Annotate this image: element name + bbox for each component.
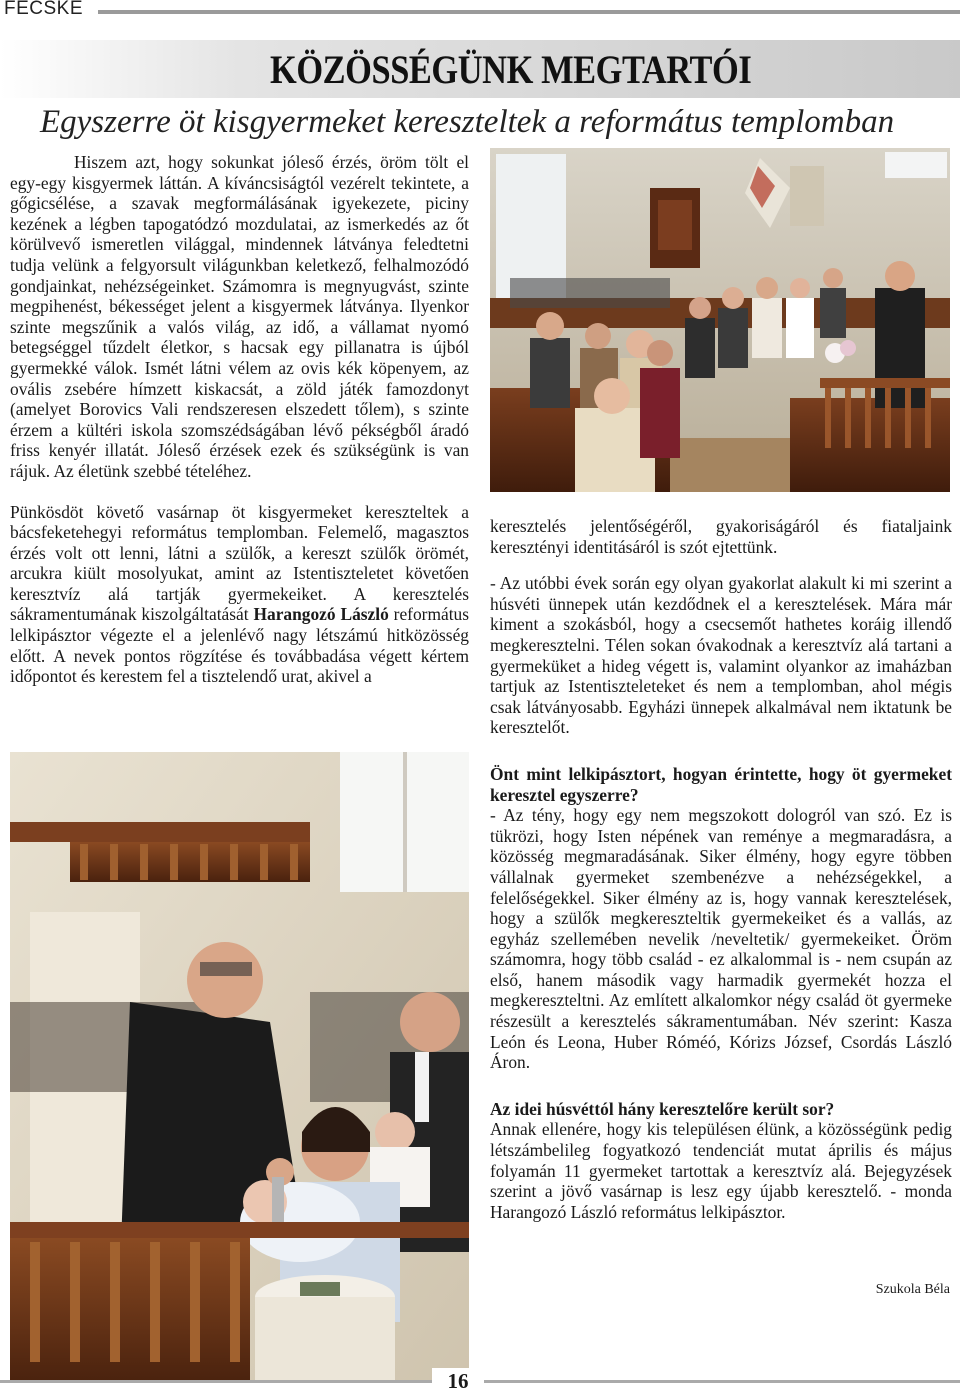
article-subtitle: Egyszerre öt kisgyermeket kereszteltek a református templomban bbox=[40, 104, 895, 140]
event-text-1: Pünkösdöt követő vasárnap öt kisgyermeket kereszteltek a bácsfeketehegyi református templomban. Felemelő, magasztos érzés volt ott lenni, látni a szülők, a kereszt szülők örömét, arcukra kiült mosolyukat, amint az Istentiszteletet követően keresztvíz alá tartják gyermekeiket. A keresztelés sákramentumának kiszolgáltatását bbox=[10, 501, 469, 625]
magazine-name: FECSKE bbox=[4, 0, 84, 19]
byline: Szukola Béla bbox=[875, 1282, 950, 1297]
continuation-paragraph: keresztelés jelentőségéről, gyakoriságáról és fiataljaink keresztényi identitásáról is szót ejtettünk. bbox=[490, 516, 952, 557]
question-3: Az idei húsvéttól hány keresztelőre került sor? bbox=[490, 1098, 835, 1119]
intro-paragraph: Hiszem azt, hogy sokunkat jóleső érzés, öröm tölt el egy-egy kisgyermek láttán. A kíváncsiságtól vezérelt tekintete, a gőgicsélése, a szavak megformálásának igyekezete, piciny kezének a légben tapogatódzó mozdulatai, az ismerkedés az őt körülvevő ismeretlen világgal, mindennek látványa feledtetni tudja velünk a felgyorsult világunkban keletkező, felhalmozódó gondjainkat, nehézségeinket. Számomra is megnyugvást, szinte megpihenést, békességet jelent a kisgyermek látványa. Ilyenkor szinte megszűnik a valós világ, az idő, a vállamat nyomó betegséggel tűzdelt életkor, s hacsak egy pillanatra is újból gyermekké válok. Ismét látni vélem az ovis kék köpenyem, az ovális zsebére hímzett kiskacsát, a zöld játék famozdonyt (amelyet Borovics Vali rendszeresen elszedett tőlem), s szinte érzem a kültéri iskola szomszédságában lévő pékségből áradó friss kenyér illatát. Jóleső érzések ezek és szükségünk is van rájuk. Az életünk szebbé tételéhez. bbox=[10, 152, 469, 481]
answer-1: - Az utóbbi évek során egy olyan gyakorlat alakult ki mi szerint a húsvéti ünnepek után kezdődnek el a keresztelések. Mára már kiment a szokásból, hogy a csecsemőt hathetes koráig illendő megkeresztelni. Télen sokan óvakodnak a keresztvíz alá tartani a gyermeküket a hideg végett is, valamint olyankor az imaházban tartjuk az Istentiszteleteket és nem a templomban, ahol mégis csak látványosabb. Egyházi ünnepek alkalmával nem iktatunk be keresztelőt. bbox=[490, 573, 952, 738]
church-interior-illustration bbox=[490, 148, 950, 492]
event-text-2: református lelkipásztor végezte el a jelenlévő nagy létszámú hitközösség előtt. A nevek pontos rögzítése és továbbadása végett kértem időpontot és kerestem fel a tisztelendő urat, akivel a bbox=[10, 604, 469, 687]
masthead-rule bbox=[98, 10, 960, 14]
paragraph-gap bbox=[490, 738, 952, 764]
event-paragraph bbox=[10, 502, 469, 687]
right-column bbox=[490, 516, 952, 1222]
paragraph-gap bbox=[490, 1073, 952, 1099]
title-bar bbox=[0, 40, 960, 98]
answer-3: Annak ellenére, hogy kis településen élünk, a közösségünk pedig létszámbelileg fogyatkozó tendenciát mutat április és május folyamán 11 gyermeket tartottak a keresztvíz alá. Bejegyzések szerint a jövő vasárnap is lesz egy újabb keresztelő. - monda Harangozó László református lelkipásztor. bbox=[490, 1119, 952, 1222]
left-column bbox=[10, 152, 469, 687]
church-interior-photo bbox=[490, 148, 950, 492]
question-2: Önt mint lelkipásztort, hogyan érintette, hogy öt gyermeket keresztel egyszerre? bbox=[490, 763, 952, 805]
masthead bbox=[0, 0, 960, 22]
page-number: 16 bbox=[432, 1368, 484, 1394]
pastor-name: Harangozó László bbox=[253, 604, 389, 625]
baptism-illustration bbox=[10, 752, 469, 1382]
paragraph-gap bbox=[10, 482, 469, 502]
baptism-photo bbox=[10, 752, 469, 1382]
answer-2: - Az tény, hogy egy nem megszokott dologról van szó. Ez is tükrözi, hogy Isten népének van reménye a megmaradásra, a közösség megmaradásának. Siker élmény, hogy egyre többen vállalnak gyermeket szembenézve a nehézségekkel, a felelőségekkel. Siker élmény az is, hogy vannak keresztelések, hogy a szülők megkereszteltik gyermekeiket és a vallás, az egyház szellemében nevelik /neveltetik/ gyermekeiket. Öröm számomra, hogy több család - ez alkalommal is - nem csupán az első, hanem második vagy harmadik gyermekét hozza el megkereszteltni. Az említett alkalomkor négy család öt gyermeke részesült a keresztelés sákramentumában. Név szerint: Kasza León és Leona, Huber Róméó, Kórizs József, Csordás László Áron. bbox=[490, 805, 952, 1073]
paragraph-gap bbox=[490, 557, 952, 573]
article-title: KÖZÖSSÉGÜNK MEGTARTÓI bbox=[270, 47, 752, 92]
